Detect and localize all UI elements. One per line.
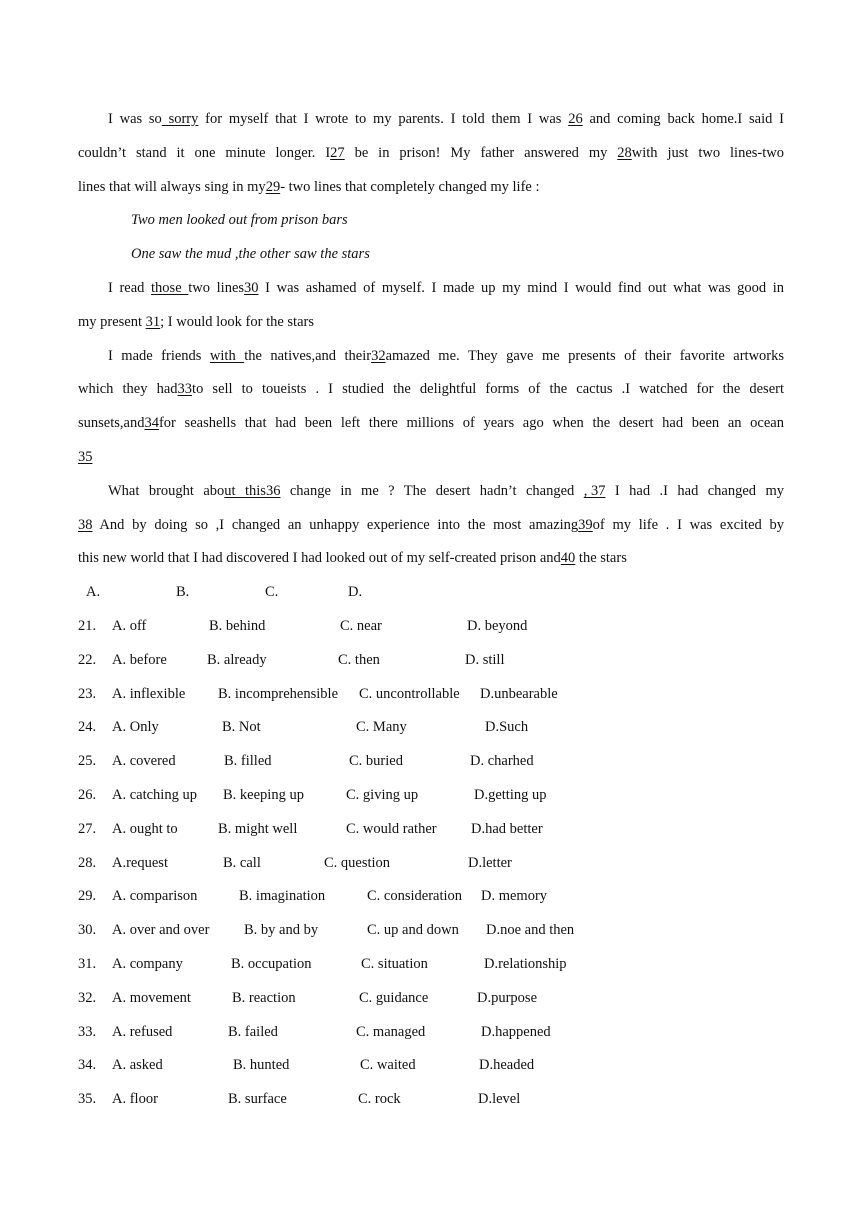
option-a: A. company [112, 955, 183, 972]
text: for seashells that had been left there millions of years ago when the desert had been an ocean [158, 415, 784, 432]
underlined-word: sorry [161, 111, 199, 127]
option-d: D. still [465, 651, 505, 668]
text: this new world that I had discovered I had looked out of my self-created prison and [78, 550, 561, 567]
option-header-d: D. [348, 584, 363, 601]
question-row [78, 678, 784, 712]
passage-line [78, 171, 784, 205]
option-c: C. consideration [367, 888, 463, 905]
blank-35: 35 [78, 448, 93, 465]
option-c: C. waited [360, 1057, 416, 1074]
option-b: B. Not [222, 719, 261, 736]
option-b: B. filled [224, 753, 272, 770]
question-row [78, 1083, 784, 1117]
option-b: B. failed [228, 1023, 278, 1040]
option-header-a: A. [86, 584, 101, 601]
option-d: D.getting up [474, 786, 547, 803]
text: lines that will always sing in my [78, 178, 266, 195]
passage-line [78, 509, 784, 543]
option-header-c: C. [265, 584, 279, 601]
question-number: 23. [78, 685, 97, 702]
option-a: A. over and over [112, 922, 210, 939]
question-number: 26. [78, 786, 97, 803]
question-list [78, 610, 784, 1117]
text: I was so [108, 111, 162, 127]
option-d: D. memory [481, 888, 548, 905]
option-c: C. rock [358, 1091, 401, 1108]
blank-30: 30 [244, 279, 259, 296]
blank-39: 39 [578, 516, 593, 533]
option-c: C. guidance [359, 989, 429, 1006]
text: to sell to toueists . I studied the delightful forms of the cactus .I watched for the desert [192, 381, 784, 398]
question-row [78, 948, 784, 982]
question-row [78, 1016, 784, 1050]
underlined-word: those [151, 279, 189, 296]
option-c: C. question [324, 854, 391, 871]
text: - two lines that completely changed my life : [280, 178, 540, 195]
option-c: C. managed [356, 1023, 426, 1040]
question-number: 30. [78, 922, 97, 939]
text: the stars [575, 550, 627, 567]
text: amazed me. They gave me presents of their favorite artworks [385, 347, 785, 364]
question-number: 34. [78, 1057, 97, 1074]
text: sunsets,and [78, 415, 145, 432]
blank-32: 32 [371, 347, 386, 364]
blank-27: 27 [330, 144, 345, 161]
passage-line [78, 441, 784, 475]
option-a: A.request [112, 854, 168, 871]
text: with just two lines-two [631, 144, 784, 161]
option-c: C. uncontrollable [359, 685, 460, 702]
passage-line [78, 103, 784, 137]
option-a: A. covered [112, 753, 176, 770]
option-d: D.purpose [477, 989, 538, 1006]
option-a: A. floor [112, 1091, 158, 1108]
option-header [78, 576, 784, 610]
underlined-word: with [209, 347, 245, 364]
option-d: D.letter [468, 854, 512, 871]
exam-page [78, 103, 784, 1117]
underlined-word: ut this [224, 482, 266, 499]
option-c: C. up and down [367, 922, 459, 939]
option-b: B. surface [228, 1091, 287, 1108]
option-b: B. keeping up [223, 786, 304, 803]
blank-37: , 37 [583, 482, 606, 499]
question-number: 28. [78, 854, 97, 871]
passage-line [78, 542, 784, 576]
text: and coming back home.I said I [582, 111, 784, 127]
option-d: D.had better [471, 820, 543, 837]
question-row [78, 644, 784, 678]
blank-26: 26 [568, 111, 583, 127]
option-c: C. would rather [346, 820, 437, 837]
question-row [78, 610, 784, 644]
option-b: B. call [223, 854, 261, 871]
question-number: 21. [78, 617, 97, 634]
passage-line [78, 272, 784, 306]
question-number: 35. [78, 1091, 97, 1108]
option-b: B. reaction [232, 989, 296, 1006]
option-a: A. catching up [112, 786, 197, 803]
option-a: A. ought to [112, 820, 178, 837]
text: my present [78, 313, 146, 330]
text: two lines [188, 279, 245, 296]
question-row [78, 1049, 784, 1083]
text: I made friends [108, 347, 210, 364]
question-number: 24. [78, 719, 97, 736]
passage-line [78, 137, 784, 171]
option-d: D. charhed [470, 753, 534, 770]
blank-36: 36 [265, 482, 281, 499]
option-b: B. incomprehensible [218, 685, 339, 702]
question-row [78, 745, 784, 779]
option-c: C. then [338, 651, 380, 668]
option-c: C. giving up [346, 786, 419, 803]
option-b: B. hunted [233, 1057, 290, 1074]
option-b: B. imagination [239, 888, 326, 905]
question-number: 27. [78, 820, 97, 837]
option-c: C. Many [356, 719, 407, 736]
option-d: D.headed [479, 1057, 535, 1074]
option-d: D.unbearable [480, 685, 558, 702]
question-number: 29. [78, 888, 97, 905]
blank-29: 29 [265, 178, 281, 195]
text: What brought abo [108, 482, 225, 499]
text: I read [108, 279, 152, 296]
option-b: B. by and by [244, 922, 319, 939]
option-d: D.happened [481, 1023, 551, 1040]
option-a: A. movement [112, 989, 191, 1006]
option-a: A. Only [112, 719, 159, 736]
question-number: 32. [78, 989, 97, 1006]
question-row [78, 914, 784, 948]
passage-line [78, 475, 784, 509]
option-b: B. behind [209, 617, 266, 634]
text: of my life . I was excited by [592, 516, 784, 533]
text: I had .I had changed my [605, 482, 785, 499]
passage-line [78, 373, 784, 407]
passage-line [78, 306, 784, 340]
question-row [78, 779, 784, 813]
option-c: C. near [340, 617, 382, 634]
text: for myself that I wrote to my parents. I told them I was [198, 111, 569, 127]
option-b: B. occupation [231, 955, 312, 972]
option-a: A. before [112, 651, 167, 668]
option-c: C. buried [349, 753, 403, 770]
text: And by doing so ,I changed an unhappy experience into the most amazing [92, 516, 579, 533]
poem-line: Two men looked out from prison bars [131, 212, 348, 229]
option-d: D.Such [485, 719, 529, 736]
text: change in me ? The desert hadn’t changed [280, 482, 584, 499]
text: the natives,and their [244, 347, 372, 364]
option-d: D.noe and then [486, 922, 575, 939]
option-a: A. asked [112, 1057, 163, 1074]
question-row [78, 813, 784, 847]
question-row [78, 982, 784, 1016]
option-c: C. situation [361, 955, 428, 972]
option-b: B. might well [218, 820, 298, 837]
option-a: A. refused [112, 1023, 173, 1040]
option-header-b: B. [176, 584, 190, 601]
text: ; I would look for the stars [160, 313, 314, 330]
text: which they had [78, 381, 178, 398]
blank-38: 38 [78, 516, 93, 533]
blank-31: 31 [145, 313, 161, 330]
question-number: 25. [78, 753, 97, 770]
question-number: 22. [78, 651, 97, 668]
text: I was ashamed of myself. I made up my mind I would find out what was good in [258, 279, 785, 296]
question-number: 31. [78, 955, 97, 972]
passage-line [78, 407, 784, 441]
question-number: 33. [78, 1023, 97, 1040]
option-d: D.relationship [484, 955, 567, 972]
option-a: A. off [112, 617, 147, 634]
passage-line [78, 340, 784, 374]
option-d: D. beyond [467, 617, 528, 634]
blank-33: 33 [177, 381, 193, 398]
blank-40: 40 [560, 550, 576, 567]
text: be in prison! My father answered my [344, 144, 618, 161]
blank-28: 28 [617, 144, 632, 161]
text: couldn’t stand it one minute longer. I [78, 144, 331, 161]
poem-line: One saw the mud ,the other saw the stars [131, 246, 370, 263]
question-row [78, 880, 784, 914]
blank-34: 34 [144, 415, 159, 432]
question-row [78, 847, 784, 881]
option-a: A. comparison [112, 888, 198, 905]
option-d: D.level [478, 1091, 521, 1108]
question-row [78, 711, 784, 745]
option-a: A. inflexible [112, 685, 186, 702]
option-b: B. already [207, 651, 267, 668]
